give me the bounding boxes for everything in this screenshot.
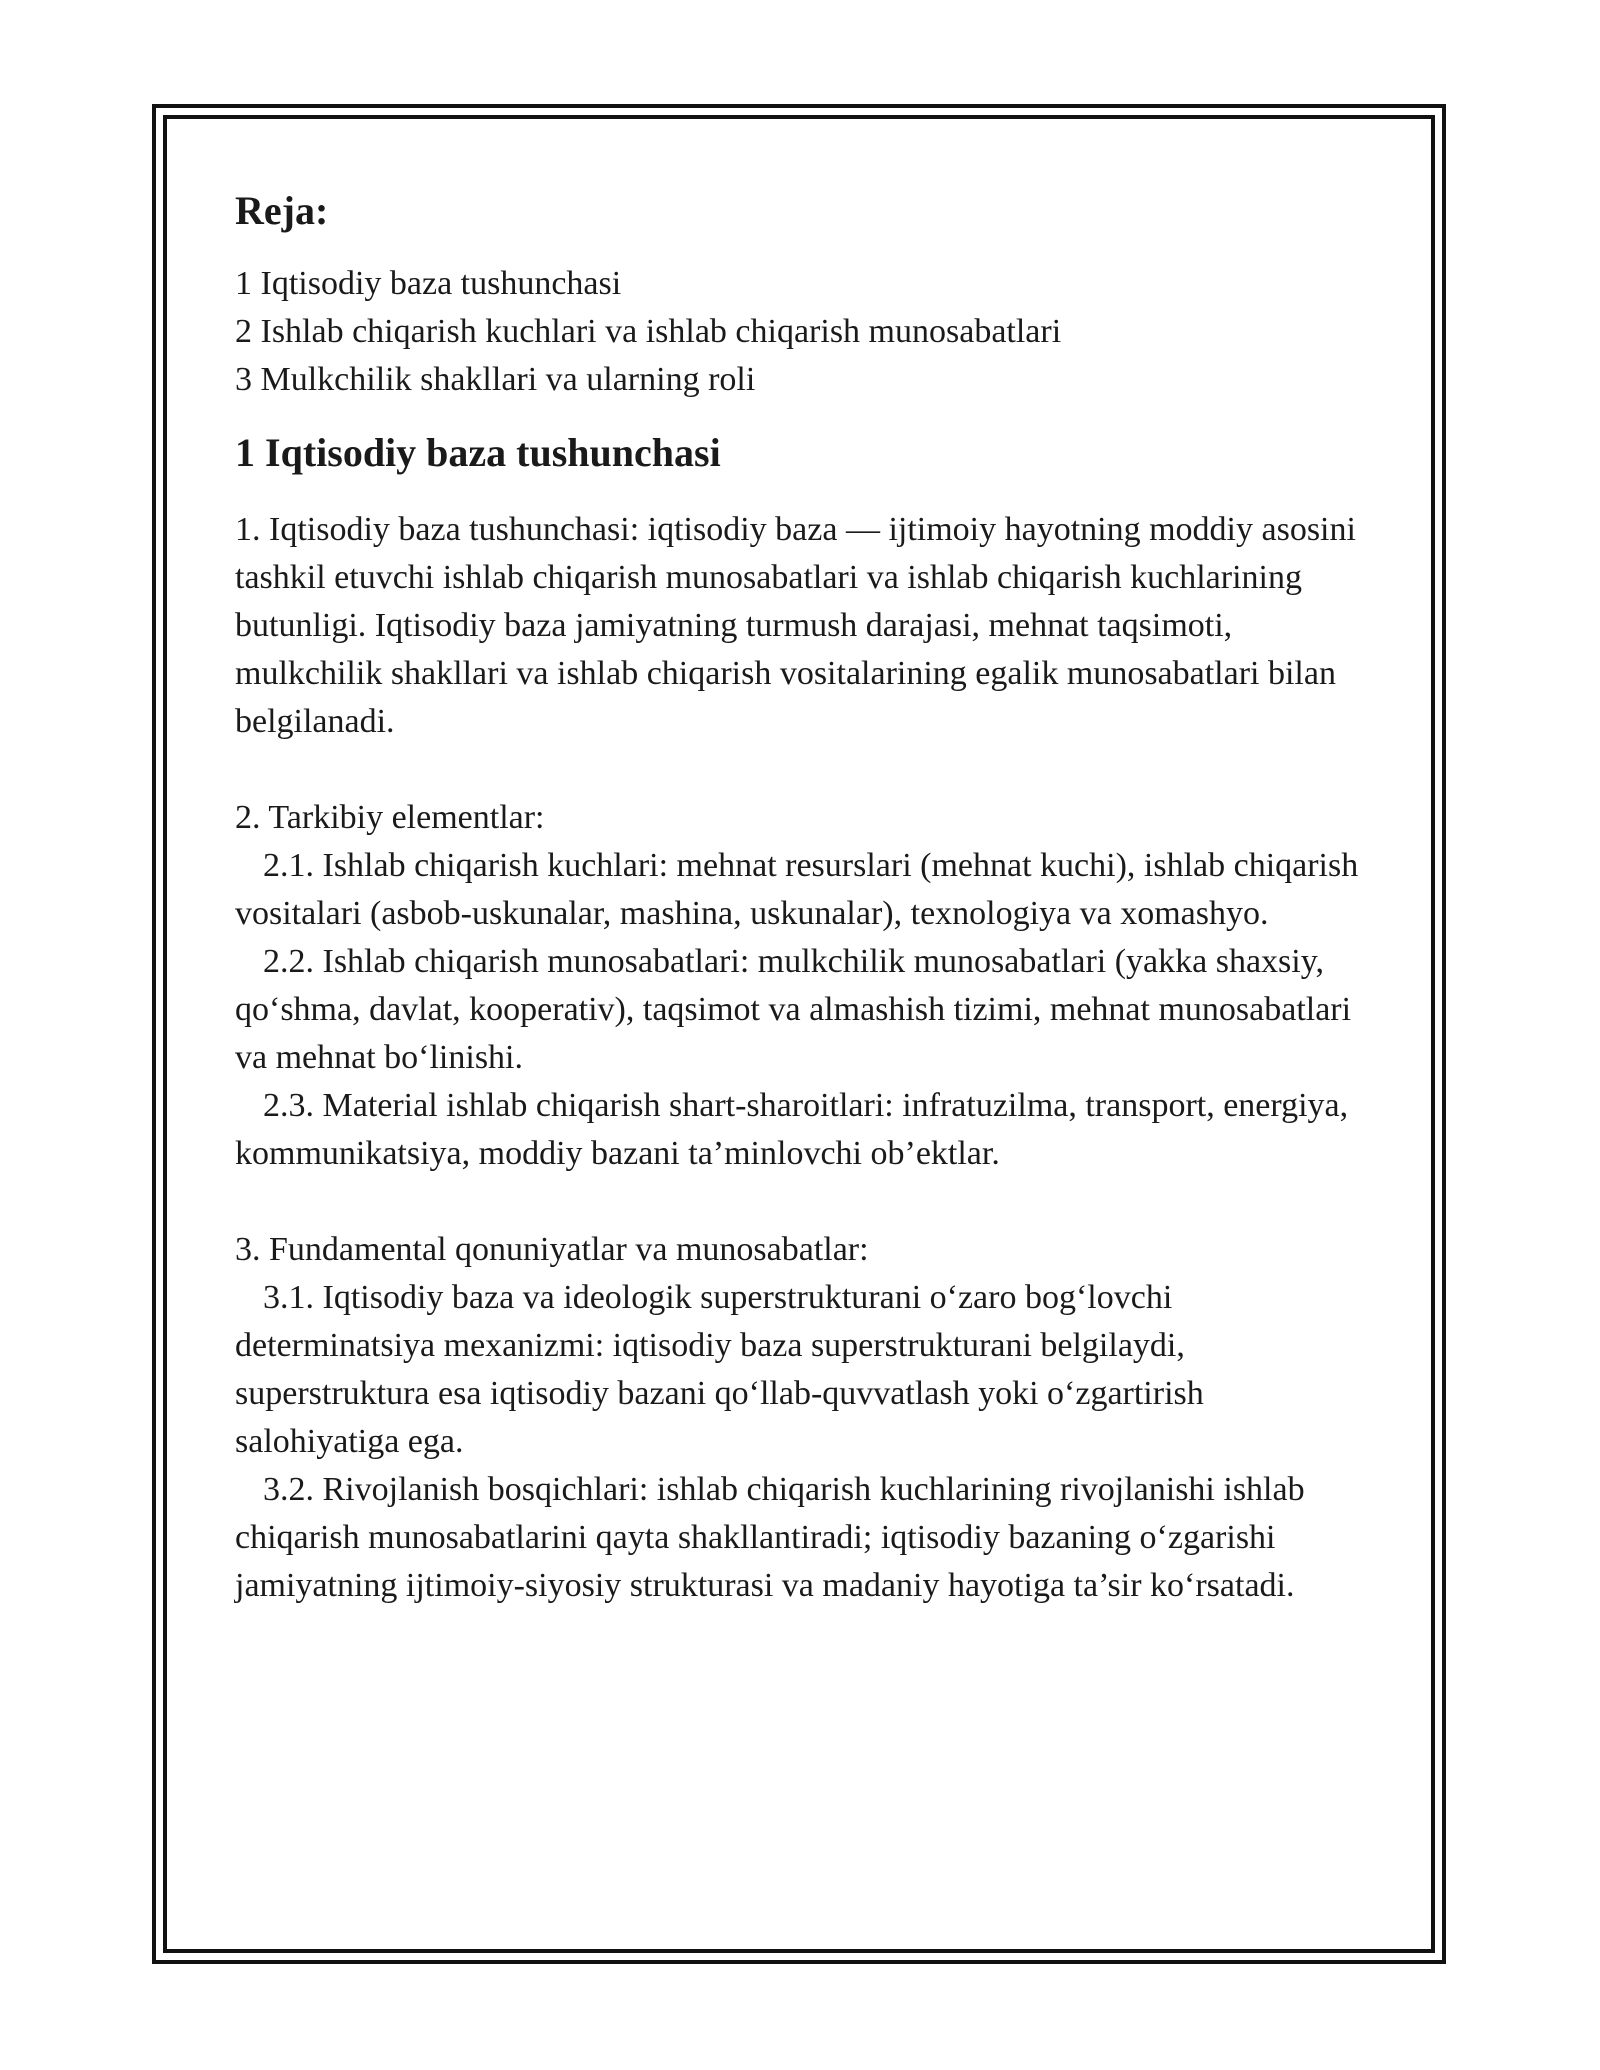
paragraph-gap xyxy=(235,1178,1365,1226)
paragraph-1: 1. Iqtisodiy baza tushunchasi: iqtisodiy baza — ijtimoiy hayotning moddiy asosini tashkil etuvchi ishlab chiqarish munosabatlari va ishlab chiqarish kuchlarining butunligi. Iqtisodiy baza jamiyatning turmush darajasi, mehnat taqsimoti, mulkchilik shakllari va ishlab chiqarish vositalarining egalik munosabatlari bilan belgilanadi. xyxy=(235,511,1356,740)
paragraph-gap xyxy=(235,746,1365,794)
plan-item: 1 Iqtisodiy baza tushunchasi xyxy=(235,265,622,302)
paragraph-2-1: 2.1. Ishlab chiqarish kuchlari: mehnat resurslari (mehnat kuchi), ishlab chiqarish vositalari (asbob-uskunalar, mashina, uskunalar), texnologiya va xomashyo. xyxy=(235,847,1359,932)
document-content xyxy=(235,186,1365,1610)
paragraph-2-3: 2.3. Material ishlab chiqarish shart-sharoitlari: infratuzilma, transport, energiya, kommunikatsiya, moddiy bazani ta’minlovchi ob’ektlar. xyxy=(235,1087,1349,1172)
paragraph-3-heading: 3. Fundamental qonuniyatlar va munosabatlar: xyxy=(235,1231,869,1268)
paragraph-3-2: 3.2. Rivojlanish bosqichlari: ishlab chiqarish kuchlarining rivojlanishi ishlab chiqarish munosabatlarini qayta shakllantiradi; iqtisodiy bazaning o‘zgarishi jamiyatning ijtimoiy-siyosiy strukturasi va madaniy hayotiga ta’sir ko‘rsatadi. xyxy=(235,1471,1305,1604)
paragraph-2-2: 2.2. Ishlab chiqarish munosabatlari: mulkchilik munosabatlari (yakka shaxsiy, qo‘shma, davlat, kooperativ), taqsimot va almashish tizimi, mehnat munosabatlari va mehnat bo‘linishi. xyxy=(235,943,1352,1076)
paragraph-2-heading: 2. Tarkibiy elementlar: xyxy=(235,799,545,836)
paragraph-3-1: 3.1. Iqtisodiy baza va ideologik superstrukturani o‘zaro bog‘lovchi determinatsiya mexanizmi: iqtisodiy baza superstrukturani belgilaydi, superstruktura esa iqtisodiy bazani qo‘llab-quvvatlash yoki o‘zgartirish salohiyatiga ega. xyxy=(235,1279,1204,1460)
plan-list xyxy=(235,260,1365,404)
section-title: 1 Iqtisodiy baza tushunchasi xyxy=(235,430,721,475)
plan-title: Reja: xyxy=(235,188,329,233)
plan-item: 2 Ishlab chiqarish kuchlari va ishlab chiqarish munosabatlari xyxy=(235,313,1062,350)
plan-item: 3 Mulkchilik shakllari va ularning roli xyxy=(235,361,756,398)
